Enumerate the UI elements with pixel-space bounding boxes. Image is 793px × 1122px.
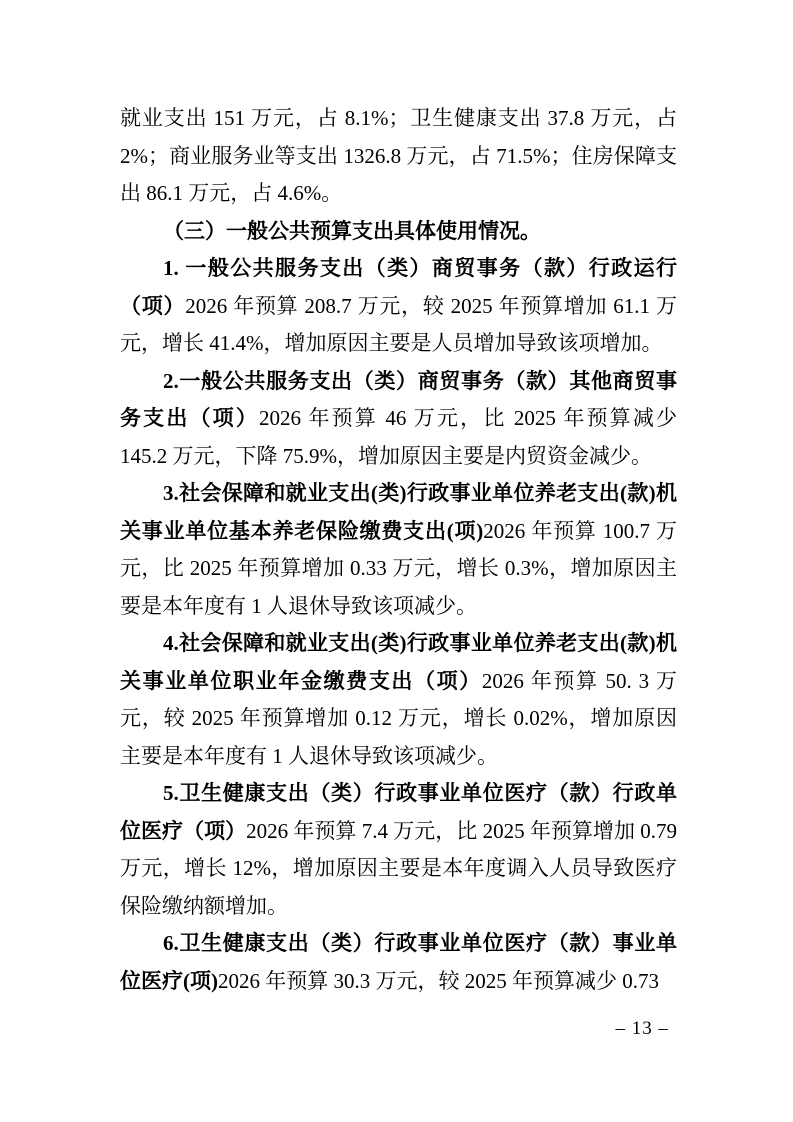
budget-item-6-text: 2026 年预算 30.3 万元，较 2025 年预算减少 0.73 bbox=[218, 968, 659, 993]
budget-item-3-title: 3.社会保障和就业支出(类)行政事业单位养老支出(款)机关事业单位基本养老保险缴费支出(项) bbox=[120, 481, 677, 543]
budget-item-1-text: 2026 年预算 208.7 万元，较 2025 年预算增加 61.1 万元，增长 41.4%，增加原因主要是人员增加导致该项增加。 bbox=[120, 293, 678, 355]
document-body bbox=[120, 100, 677, 1000]
budget-item-5 bbox=[120, 775, 677, 925]
section-heading: （三）一般公共预算支出具体使用情况。 bbox=[163, 218, 541, 243]
budget-item-6-title: 6.卫生健康支出（类）行政事业单位医疗（款）事业单位医疗(项) bbox=[120, 931, 677, 993]
budget-item-5-text: 2026 年预算 7.4 万元，比 2025 年预算增加 0.79 万元，增长 12%，增加原因主要是本年度调入人员导致医疗保险缴纳额增加。 bbox=[120, 818, 677, 918]
budget-item-2 bbox=[120, 363, 677, 476]
budget-item-6 bbox=[120, 925, 677, 1000]
budget-item-4 bbox=[120, 625, 677, 775]
budget-item-2-title: 2.一般公共服务支出（类）商贸事务（款）其他商贸事务支出（项） bbox=[120, 368, 677, 430]
budget-item-1 bbox=[120, 250, 677, 363]
continuation-paragraph: 就业支出 151 万元，占 8.1%；卫生健康支出 37.8 万元，占 2%；商业服务业等支出 1326.8 万元，占 71.5%；住房保障支出 86.1 万元，占 4.6%。 bbox=[120, 106, 677, 205]
budget-item-4-text: 2026 年预算 50. 3 万元，较 2025 年预算增加 0.12 万元，增长 0.02%，增加原因主要是本年度有 1 人退休导致该项减少。 bbox=[120, 668, 678, 768]
budget-item-5-title: 5.卫生健康支出（类）行政事业单位医疗（款）行政单位医疗（项） bbox=[120, 781, 677, 843]
budget-item-3-text: 2026 年预算 100.7 万元，比 2025 年预算增加 0.33 万元，增长 0.3%，增加原因主要是本年度有 1 人退休导致该项减少。 bbox=[120, 518, 677, 618]
budget-item-4-title: 4.社会保障和就业支出(类)行政事业单位养老支出(款)机关事业单位职业年金缴费支出（项） bbox=[120, 631, 677, 693]
page-number: – 13 – bbox=[615, 1018, 669, 1039]
budget-item-2-text: 2026 年预算 46 万元，比 2025 年预算减少 145.2 万元，下降 75.9%，增加原因主要是内贸资金减少。 bbox=[120, 406, 678, 468]
budget-item-1-title: 1. 一般公共服务支出（类）商贸事务（款）行政运行（项） bbox=[120, 256, 677, 318]
budget-item-3 bbox=[120, 475, 677, 625]
